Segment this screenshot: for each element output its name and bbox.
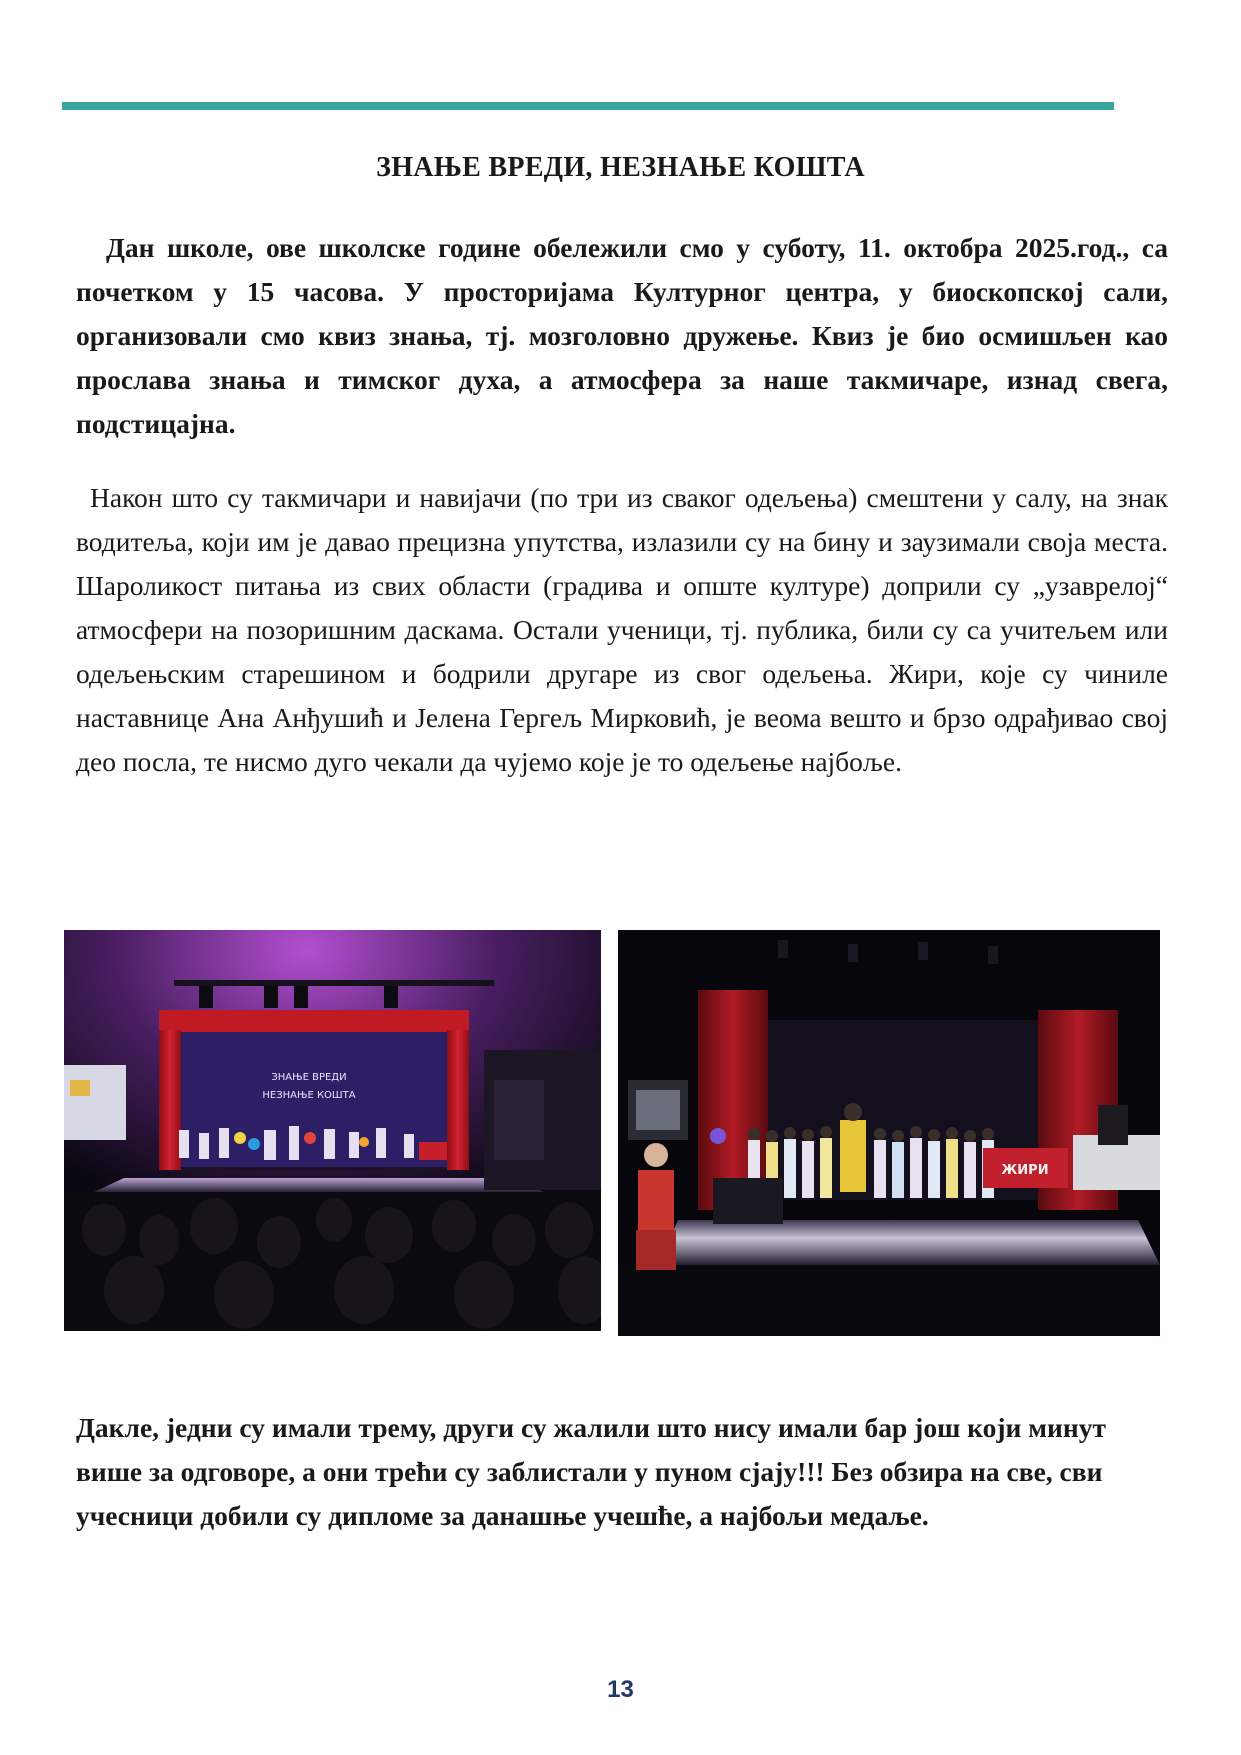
header-rule	[62, 102, 1114, 110]
stage-sign-line-2: НЕЗНАЊЕ КОШТА	[262, 1090, 356, 1101]
paragraph-quiz: Након што су такмичари и навијачи (по три из сваког одељења) смештени у салу, на знак водитеља, који им је давао прецизна упутства, излазили су на бину и заузимали своја места. Шароликост питања из свих области (градива и опште културе) доприли су „узаврелој“ атмосфери на позоришним даскама. Остали ученици, тј. публика, били су са учитељем или одељењским старешином и бодрили другаре из свог одељења. Жири, које су чиниле наставнице Ана Анђушић и Јелена Гергељ Мирковић, је веома вешто и брзо одрађивао свој део посла, те нисмо дуго чекали да чујемо које је то одељење најбоље.	[76, 482, 1168, 777]
jury-table-label: ЖИРИ	[1001, 1163, 1049, 1178]
page-number: 13	[607, 1676, 634, 1703]
stage-sign-line-1: ЗНАЊЕ ВРЕДИ	[271, 1072, 347, 1083]
paragraph-closing: Дакле, једни су имали трему, други су жалили што нису имали бар још који минут више за одговоре, а они трећи су заблистали у пуном сјају!!! Без обзира на све, сви учесници добили су дипломе за данашње учешће, а најбољи медаље.	[76, 1412, 1106, 1531]
paragraph-intro: Дан школе, ове школске године обележили смо у суботу, 11. октобра 2025.год., са почетком у 15 часова. У просторијама Културног центра, у биоскопској сали, организовали смо квиз знања, тј. мозголовно дружење. Квиз је био осмишљен као прослава знања и тимског духа, а атмосфера за наше такмичаре, изнад свега, подстицајна.	[76, 232, 1168, 439]
page-title: ЗНАЊЕ ВРЕДИ, НЕЗНАЊЕ КОШТА	[376, 152, 865, 183]
photo-stage-participants	[618, 930, 1160, 1336]
photo-stage-quiz	[64, 930, 601, 1331]
